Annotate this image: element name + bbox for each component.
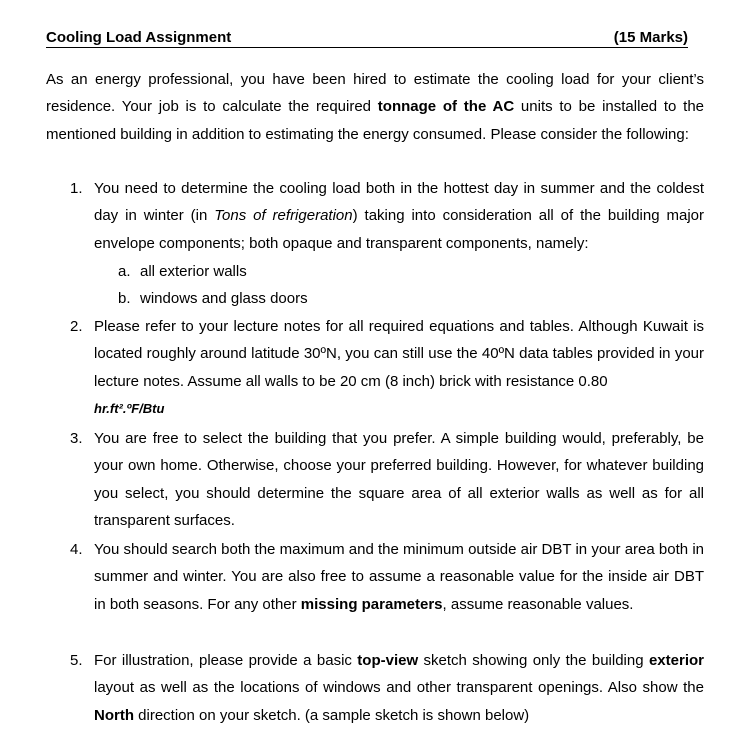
intro-paragraph: [46, 66, 704, 148]
item-5-text: For illustration, please provide a basic: [94, 652, 358, 669]
sub-item-b-text: windows and glass doors: [140, 290, 308, 307]
list-item-1: [94, 175, 704, 257]
sub-item-b: [118, 285, 308, 312]
sub-item-a: [118, 258, 247, 285]
item-5-text-2: sketch showing only the building: [418, 652, 649, 669]
item-2-text: Please refer to your lecture notes for all required equations and tables. Although Kuwait is located roughly around latitude 30ºN, you can still use the 40ºN data tables provided in your lecture notes. Assume all walls to be 20 cm (8 inch) brick with resistance 0.80: [94, 318, 704, 390]
item-number-2: 2.: [70, 318, 83, 335]
list-item-5: [94, 647, 704, 729]
assignment-title: Cooling Load Assignment: [46, 29, 232, 46]
item-1-text-2: ) taking into consideration all of the building major envelope components; both opaque and transparent components, namely:: [94, 207, 705, 252]
item-number-4: 4.: [70, 541, 83, 558]
sub-item-a-text: all exterior walls: [140, 263, 247, 280]
item-4-text-2: , assume reasonable values.: [442, 595, 634, 613]
list-item-3: [94, 425, 704, 535]
item-5-text-3: layout as well as the locations of windows and other transparent openings. Also show the: [94, 679, 704, 697]
intro-text-2: units to be installed to the mentioned building in addition to estimating the energy consumed. Please consider the following:: [46, 98, 705, 143]
sub-item-a-label: a.: [118, 263, 131, 280]
intro-bold: tonnage of the AC: [377, 98, 515, 116]
item-number-3: 3.: [70, 430, 83, 447]
item-1-italic: Tons of refrigeration: [214, 207, 353, 225]
item-5-bold-1: top-view: [357, 652, 419, 669]
item-3-text: You are free to select the building that you prefer. A simple building would, preferably, be your own home. Otherwise, choose your preferred building. However, for whatever building you select, you should determine the square area of all exterior walls as well as for all transparent surfaces.: [94, 430, 704, 530]
item-4-text: You should search both the maximum and the minimum outside air DBT in your area both in summer and winter. You are also free to assume a reasonable value for the inside air DBT in both seasons. For any other: [94, 541, 704, 613]
item-5-bold-2: exterior: [648, 652, 704, 669]
list-item-2: [94, 313, 704, 423]
title-row: [46, 29, 688, 48]
list-item-4: [94, 536, 704, 618]
item-4-bold: missing parameters: [300, 595, 443, 613]
item-5-text-4: direction on your sketch. (a sample sketch is shown below): [134, 706, 530, 724]
resistance-unit: hr.ft².ºF/Btu: [94, 401, 165, 417]
sub-item-b-label: b.: [118, 290, 131, 307]
marks-label: (15 Marks): [613, 29, 688, 46]
intro-text: As an energy professional, you have been hired to estimate the cooling load for your client’s residence. Your job is to calculate the required: [46, 71, 704, 116]
item-number-5: 5.: [70, 652, 83, 669]
item-1-text: You need to determine the cooling load both in the hottest day in summer and the coldest day in winter (in: [94, 180, 704, 225]
item-5-bold-3: North: [94, 706, 134, 724]
item-number-1: 1.: [70, 180, 83, 197]
